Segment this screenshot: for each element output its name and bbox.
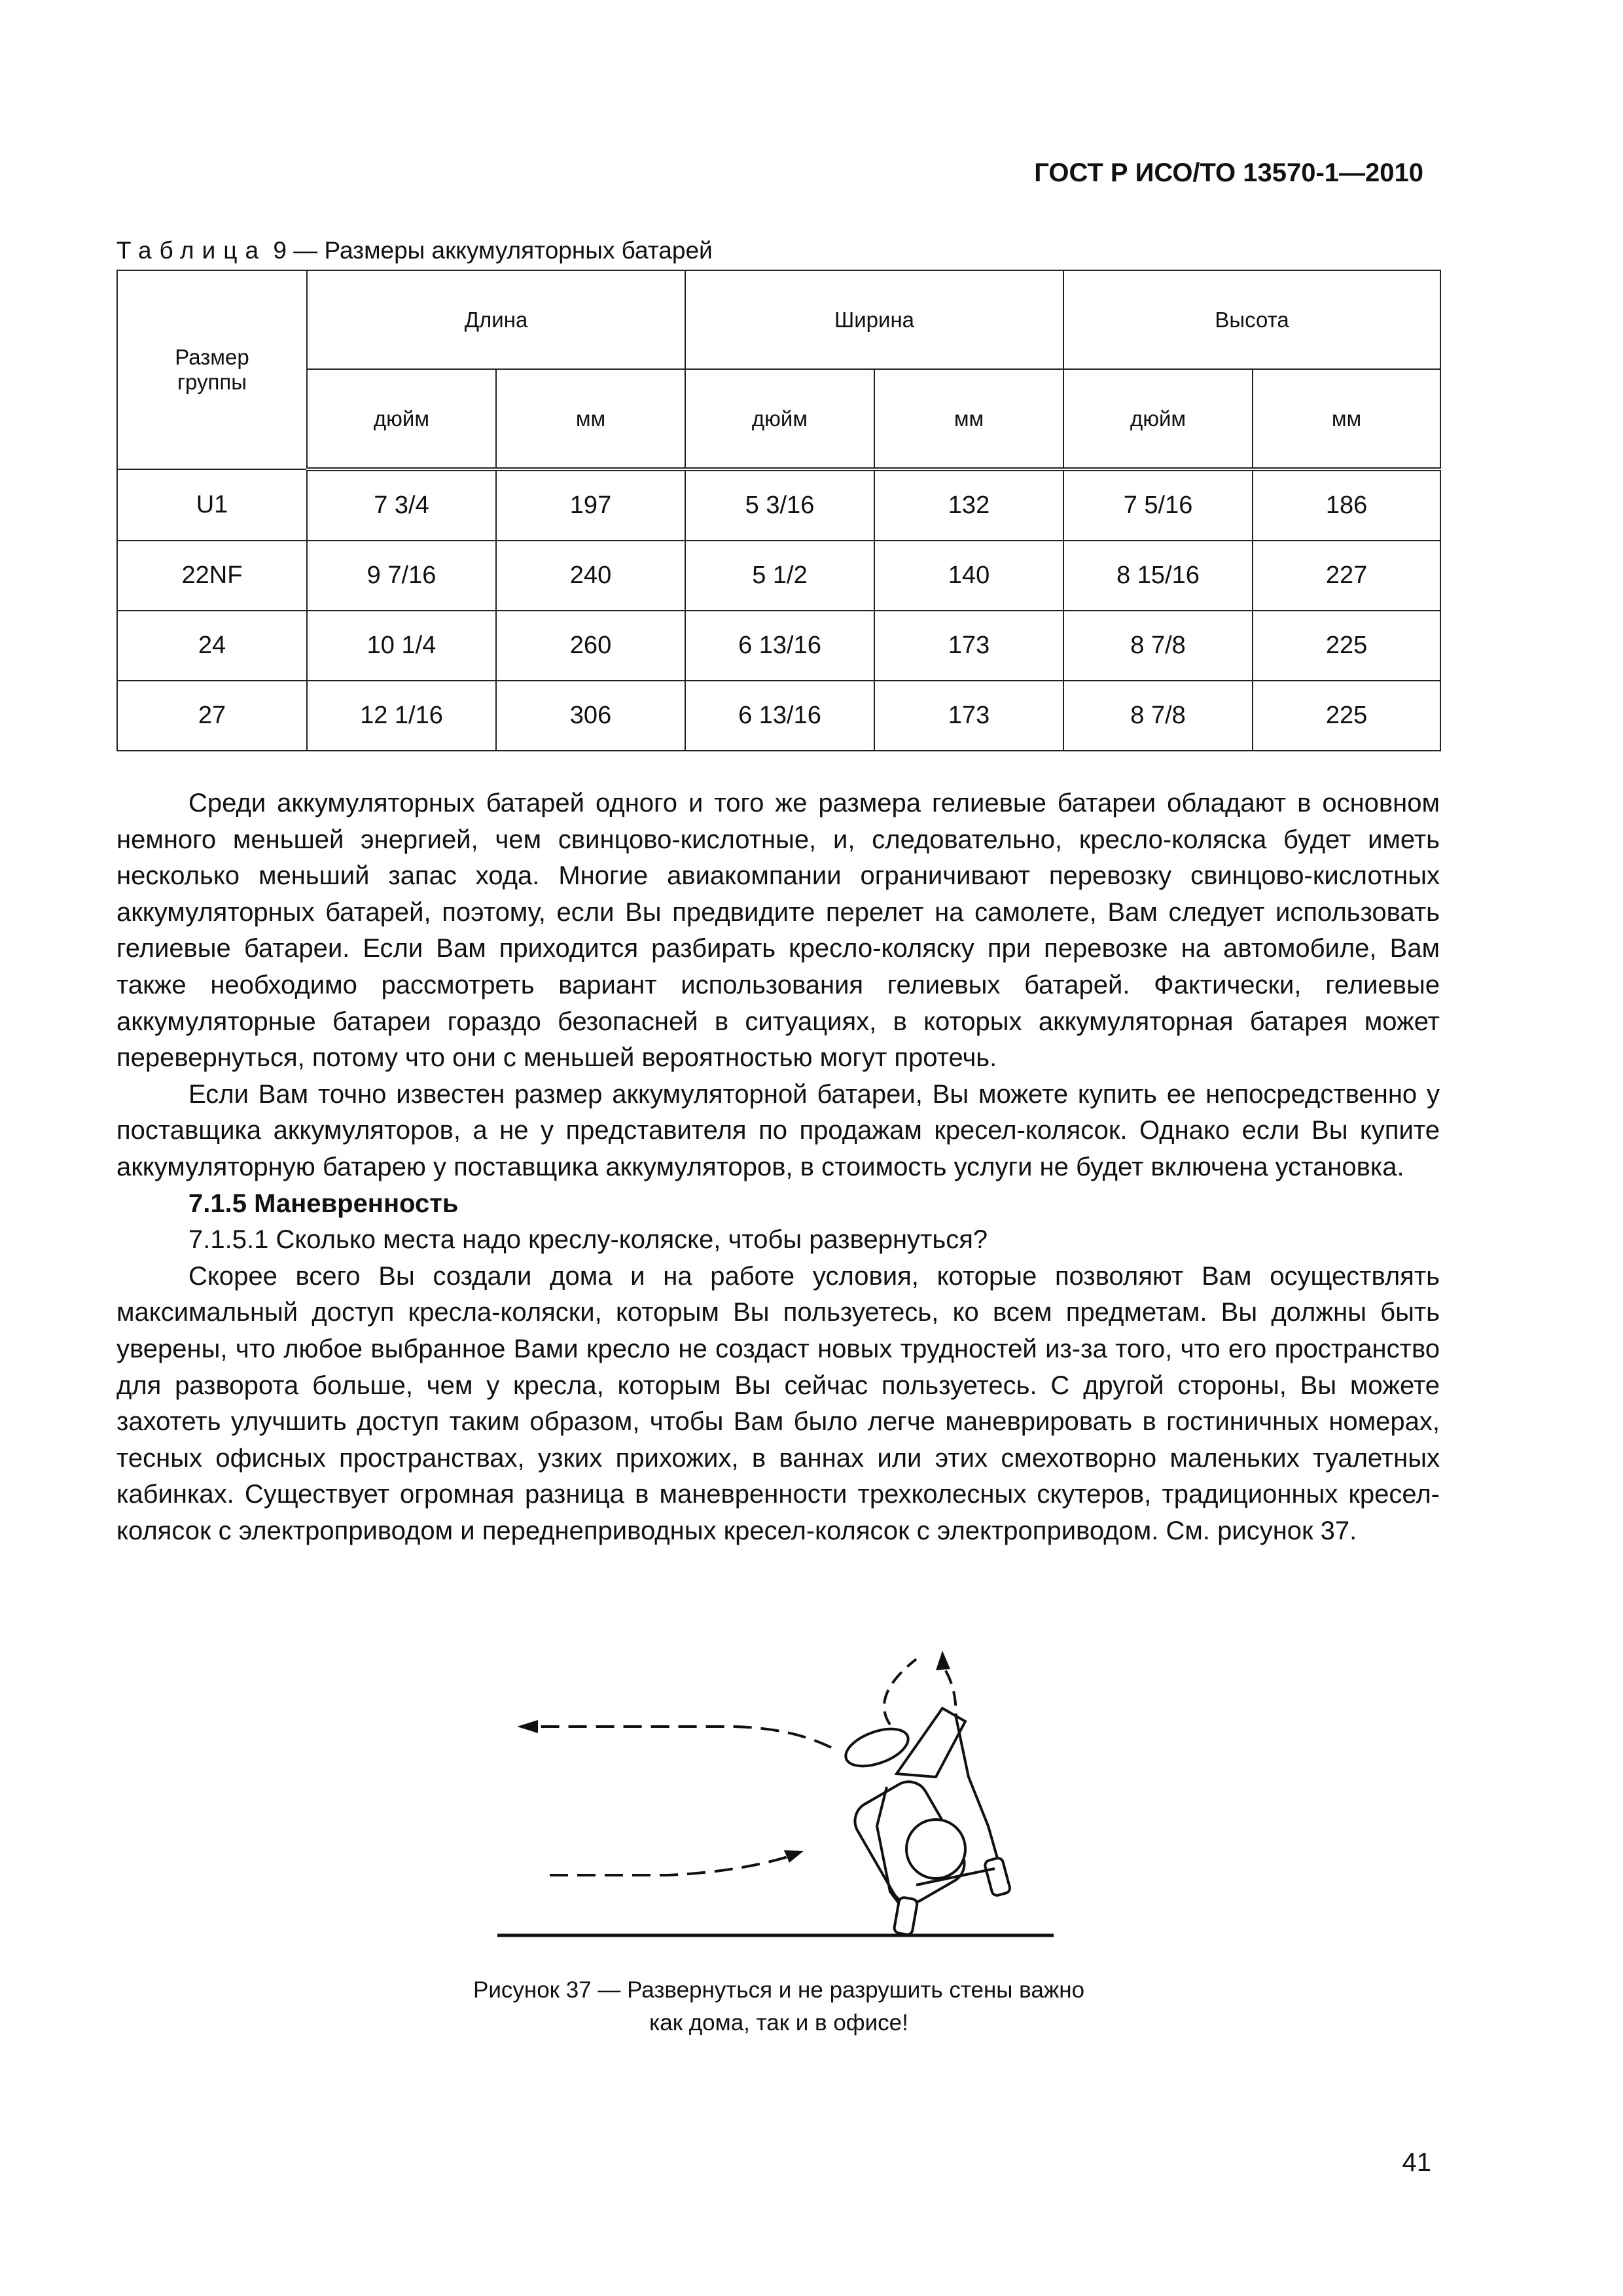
- group-size-header: Размер группы: [117, 270, 307, 469]
- table-row: [117, 541, 1440, 611]
- figure-caption-line1: Рисунок 37 — Развернуться и не разрушить стены важно: [473, 1977, 1085, 2003]
- table-caption-prefix: Таблица: [116, 237, 267, 264]
- arrow-head: [936, 1651, 950, 1670]
- body-text: [116, 785, 1440, 1549]
- table-cell: 306: [496, 681, 685, 751]
- table-cell: 7 5/16: [1063, 469, 1253, 541]
- height-header: Высота: [1063, 270, 1440, 369]
- document-header: ГОСТ Р ИСО/ТО 13570-1—2010: [1034, 158, 1423, 187]
- table-cell: 140: [874, 541, 1063, 611]
- unit-header: мм: [1253, 369, 1440, 469]
- table-cell: 24: [117, 611, 307, 681]
- table-cell: 225: [1253, 611, 1440, 681]
- unit-header: дюйм: [685, 369, 874, 469]
- table-cell: 5 1/2: [685, 541, 874, 611]
- table-cell: 173: [874, 681, 1063, 751]
- paragraph-maneuverability: Скорее всего Вы создали дома и на работе условия, которые позволяют Вам осуществлять максимальный доступ кресла-коляски, которым Вы пользуетесь, ко всем предметам. Вы должны быть уверены, что любое выбранное Вами кресло не создаст новых трудностей из-за того, что его пространство для разворота больше, чем у кресла, которым Вы сейчас пользуетесь. С другой стороны, Вы можете захотеть улучшить доступ таким образом, чтобы Вам было легче маневрировать в гостиничных номерах, тесных офисных пространствах, узких прихожих, в ваннах или этих смехотворно маленьких туалетных кабинках. Существует огромная разница в маневренности трехколесных скутеров, традиционных кресел-колясок с электроприводом и переднеприводных кресел-колясок с электроприводом. См. рисунок 37.: [116, 1261, 1440, 1545]
- figure-caption: [419, 1974, 1139, 2039]
- table-cell: 12 1/16: [307, 681, 496, 751]
- exit-path-arrow: [530, 1727, 831, 1748]
- arrow-head: [517, 1720, 538, 1733]
- arrow-head: [784, 1850, 804, 1863]
- table-cell: 240: [496, 541, 685, 611]
- unit-header: мм: [496, 369, 685, 469]
- table-cell: 225: [1253, 681, 1440, 751]
- length-header: Длина: [307, 270, 685, 369]
- table-cell: 8 7/8: [1063, 681, 1253, 751]
- table-cell: 260: [496, 611, 685, 681]
- table-cell: U1: [117, 469, 307, 541]
- table-cell: 10 1/4: [307, 611, 496, 681]
- unit-header: дюйм: [307, 369, 496, 469]
- table-cell: 6 13/16: [685, 681, 874, 751]
- table-cell: 227: [1253, 541, 1440, 611]
- subsection-title: 7.1.5.1 Сколько места надо креслу-коляске, чтобы развернуться?: [188, 1225, 988, 1255]
- paragraph-gel-batteries: Среди аккумуляторных батарей одного и того же размера гелиевые батареи обладают в основном немного меньшей энергией, чем свинцово-кислотные, и, следовательно, кресло-коляска будет иметь несколько меньший запас хода. Многие авиакомпании ограничивают перевозку свинцово-кислотных аккумуляторных батарей, поэтому, если Вы предвидите перелет на самолете, Вам следует использовать гелиевые батареи. Если Вам приходится разбирать кресло-коляску при перевозке на автомобиле, Вам также необходимо рассмотреть вариант использования гелиевых батарей. Фактически, гелиевые аккумуляторные батареи гораздо безопасней в ситуациях, в которых аккумуляторная батарея может перевернуться, потому что они с меньшей вероятностью могут протечь.: [116, 789, 1440, 1073]
- table-cell: 186: [1253, 469, 1440, 541]
- table-cell: 132: [874, 469, 1063, 541]
- width-header: Ширина: [685, 270, 1063, 369]
- wheelchair-top-view: [841, 1708, 1011, 1935]
- table-caption-text: 9 — Размеры аккумуляторных батарей: [273, 237, 713, 264]
- table-cell: 8 7/8: [1063, 611, 1253, 681]
- table-cell: 9 7/16: [307, 541, 496, 611]
- unit-header: мм: [874, 369, 1063, 469]
- figure-caption-line2: как дома, так и в офисе!: [649, 2010, 908, 2036]
- table-cell: 27: [117, 681, 307, 751]
- page-number: 41: [1402, 2148, 1431, 2177]
- battery-size-table: [116, 270, 1441, 751]
- wheelchair-turning-illustration: [484, 1610, 1073, 1950]
- unit-header: дюйм: [1063, 369, 1253, 469]
- table-cell: 6 13/16: [685, 611, 874, 681]
- paragraph-battery-purchase: Если Вам точно известен размер аккумуляторной батареи, Вы можете купить ее непосредственно у поставщика аккумуляторов, а не у представителя по продажам кресел-колясок. Однако если Вы купите аккумуляторную батарею у поставщика аккумуляторов, в стоимость услуги не будет включена установка.: [116, 1079, 1440, 1181]
- table-row: [117, 681, 1440, 751]
- section-heading: 7.1.5 Маневренность: [188, 1189, 459, 1218]
- table-cell: 8 15/16: [1063, 541, 1253, 611]
- table-row: [117, 611, 1440, 681]
- table-row: [117, 469, 1440, 541]
- approach-path-arrow: [550, 1856, 792, 1875]
- table-cell: 197: [496, 469, 685, 541]
- table-cell: 5 3/16: [685, 469, 874, 541]
- table-caption: [116, 237, 713, 264]
- rotation-arrow: [884, 1659, 916, 1725]
- table-cell: 7 3/4: [307, 469, 496, 541]
- table-cell: 22NF: [117, 541, 307, 611]
- table-cell: 173: [874, 611, 1063, 681]
